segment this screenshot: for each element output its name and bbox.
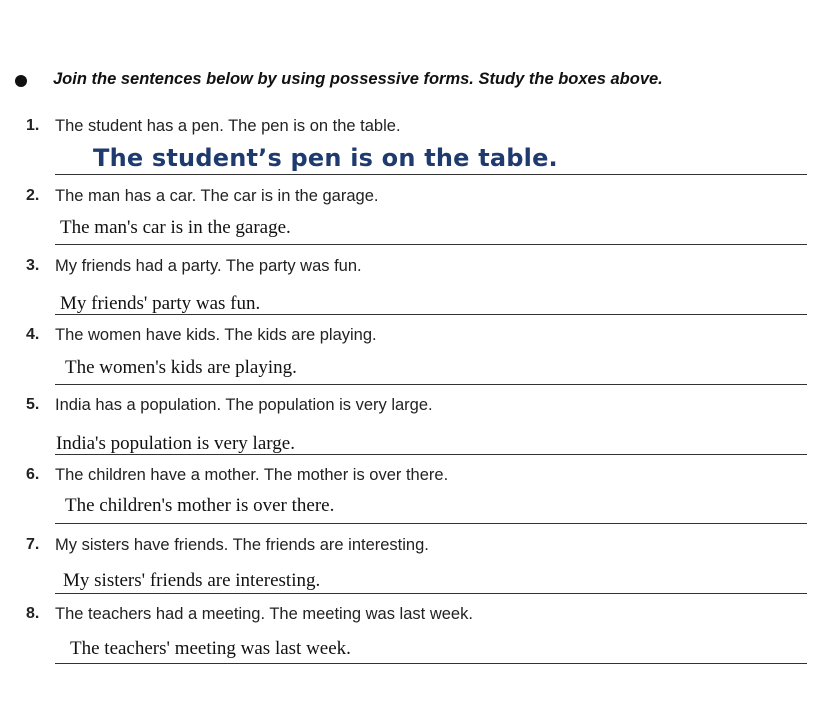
answer-text: The student’s pen is on the table. (93, 144, 558, 172)
item-number: 7. (26, 536, 40, 553)
item-number: 5. (26, 396, 40, 413)
answer-line (55, 523, 807, 524)
bullet-icon (15, 75, 27, 87)
item-number: 1. (26, 117, 40, 134)
item-number: 8. (26, 605, 40, 622)
answer-text: The teachers' meeting was last week. (70, 638, 351, 659)
exercise-item-7 (0, 536, 822, 606)
answer-text: The children's mother is over there. (65, 495, 335, 516)
item-prompt: The student has a pen. The pen is on the table. (55, 117, 401, 135)
item-prompt: The children have a mother. The mother is over there. (55, 466, 449, 484)
item-prompt: The women have kids. The kids are playing. (55, 326, 377, 344)
item-number: 4. (26, 326, 40, 343)
item-prompt: India has a population. The population is very large. (55, 396, 433, 414)
answer-text: India's population is very large. (56, 433, 295, 454)
answer-line (55, 663, 807, 664)
answer-text: My friends' party was fun. (60, 293, 261, 314)
item-prompt: The teachers had a meeting. The meeting was last week. (55, 605, 473, 623)
answer-line (55, 244, 807, 245)
exercise-item-8 (0, 605, 822, 675)
exercise-item-3 (0, 257, 822, 327)
item-prompt: The man has a car. The car is in the garage. (55, 187, 379, 205)
answer-line (55, 314, 807, 315)
answer-text: The women's kids are playing. (65, 357, 297, 378)
answer-line (55, 454, 807, 455)
item-number: 6. (26, 466, 40, 483)
answer-text: The man's car is in the garage. (60, 217, 291, 238)
instruction-heading: Join the sentences below by using possessive forms. Study the boxes above. (53, 70, 663, 88)
answer-line (55, 593, 807, 594)
answer-line (55, 174, 807, 175)
exercise-item-5 (0, 396, 822, 466)
answer-line (55, 384, 807, 385)
item-prompt: My sisters have friends. The friends are interesting. (55, 536, 429, 554)
exercise-item-6 (0, 466, 822, 536)
item-number: 2. (26, 187, 40, 204)
exercise-item-4 (0, 326, 822, 396)
exercise-item-1 (0, 117, 822, 187)
item-prompt: My friends had a party. The party was fun. (55, 257, 362, 275)
exercise-item-2 (0, 187, 822, 257)
item-number: 3. (26, 257, 40, 274)
answer-text: My sisters' friends are interesting. (63, 570, 321, 591)
